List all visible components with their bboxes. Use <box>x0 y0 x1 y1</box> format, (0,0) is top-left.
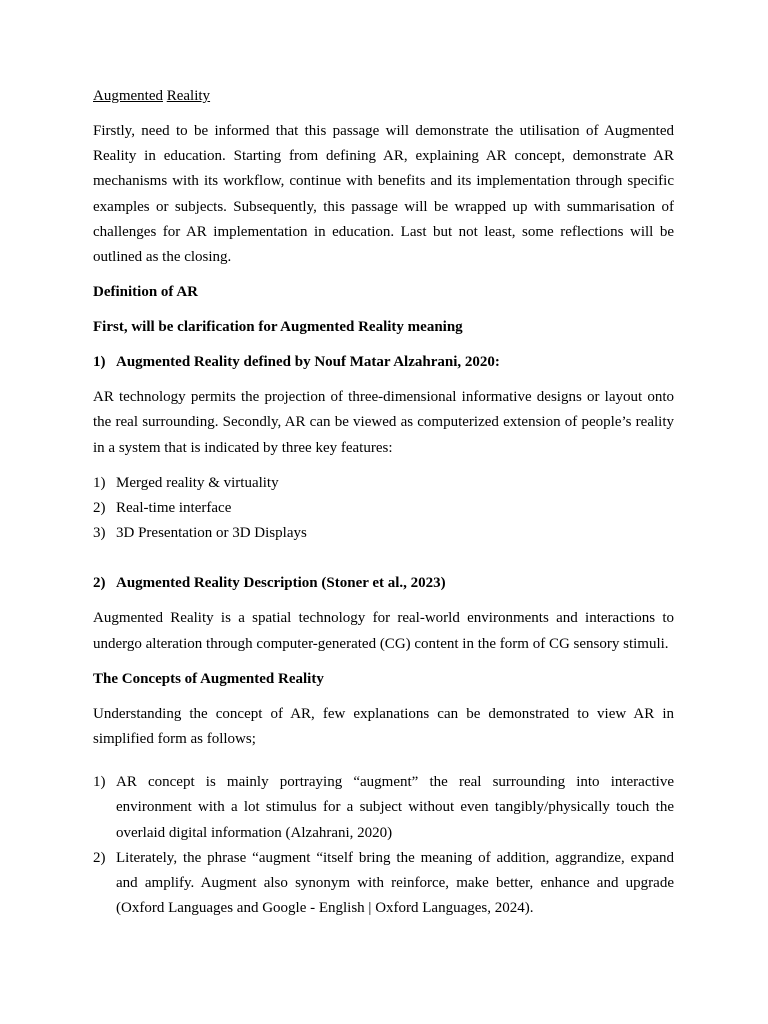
concepts-heading: The Concepts of Augmented Reality <box>93 670 324 687</box>
list-item <box>93 471 674 496</box>
definition-1-heading <box>93 350 674 375</box>
list-item-text: Literately, the phrase “augment “itself bring the meaning of addition, aggrandize, expand and amplify. Augment also synonym with reinforce, make better, enhance and upgrade (Oxford Languages and Google - English | Oxford Languages, 2024). <box>116 849 674 917</box>
definition-heading: Definition of AR <box>93 284 198 301</box>
definition-1-body: AR technology permits the projection of three-dimensional informative designs or layout onto the real surrounding. Secondly, AR can be viewed as computerized extension of people’s reality in a system that is indicated by three key features: <box>93 389 674 456</box>
definition-2-number: 2) <box>93 575 106 592</box>
list-item-text: Merged reality & virtuality <box>116 474 279 491</box>
list-item-number: 2) <box>93 849 106 866</box>
title-word-augmented: Augmented <box>93 88 163 104</box>
list-item-number: 3) <box>93 525 106 542</box>
concepts-list <box>93 770 674 921</box>
spacer <box>93 556 674 571</box>
list-item-number: 1) <box>93 774 106 791</box>
clarification-heading: First, will be clarification for Augmented Reality meaning <box>93 319 463 336</box>
list-item <box>93 521 674 546</box>
list-item <box>93 496 674 521</box>
document-title <box>93 84 674 109</box>
list-item <box>93 846 674 922</box>
key-features-list <box>93 471 674 547</box>
definition-1-number: 1) <box>93 354 106 371</box>
list-item <box>93 770 674 846</box>
definition-2-body: Augmented Reality is a spatial technology for real-world environments and interactions to undergo alteration through computer-generated (CG) content in the form of CG sensory stimuli. <box>93 610 674 652</box>
list-item-text: 3D Presentation or 3D Displays <box>116 525 307 542</box>
definition-2-heading <box>93 571 674 596</box>
list-item-text: AR concept is mainly portraying “augment” the real surrounding into interactive environment with a lot stimulus for a subject without even tangibly/physically touch the overlaid digital information (Alzahrani, 2020) <box>116 774 674 841</box>
definition-1-title: Augmented Reality defined by Nouf Matar Alzahrani, 2020: <box>116 354 500 371</box>
list-item-text: Real-time interface <box>116 500 232 517</box>
list-item-number: 2) <box>93 500 106 517</box>
title-word-reality: Reality <box>166 88 211 104</box>
list-item-number: 1) <box>93 474 106 491</box>
document-page <box>93 84 674 931</box>
definition-2-title: Augmented Reality Description (Stoner et al., 2023) <box>116 575 446 592</box>
concepts-intro: Understanding the concept of AR, few explanations can be demonstrated to view AR in simplified form as follows; <box>93 705 674 748</box>
intro-paragraph: Firstly, need to be informed that this passage will demonstrate the utilisation of Augmented Reality in education. Starting from defining AR, explaining AR concept, demonstrate AR mechanisms with its workflow, continue with benefits and its implementation through specific examples or subjects. Subsequently, this passage will be wrapped up with summarisation of challenges for AR implementation in education. Last but not least, some reflections will be outlined as the closing. <box>93 123 674 266</box>
